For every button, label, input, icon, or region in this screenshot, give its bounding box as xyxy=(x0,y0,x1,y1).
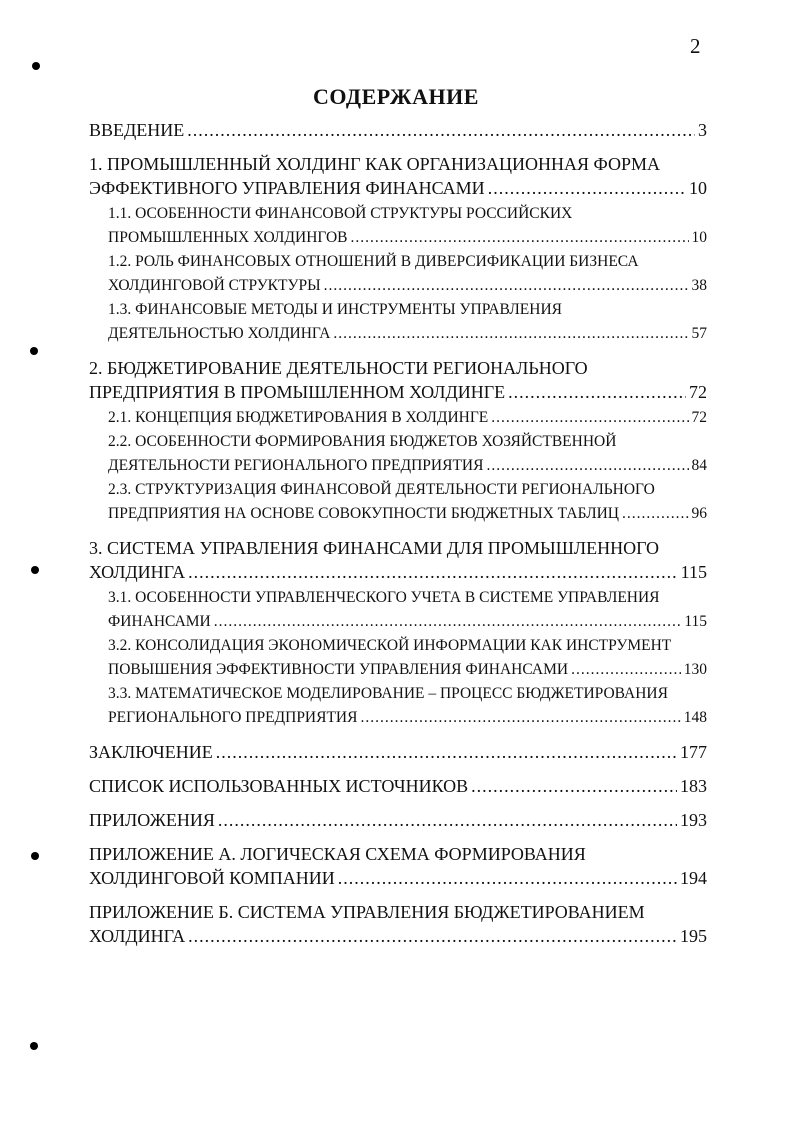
toc-entry-text: ДЕЯТЕЛЬНОСТЬЮ ХОЛДИНГА xyxy=(108,325,331,342)
toc-entry-text: ХОЛДИНГОВОЙ СТРУКТУРЫ xyxy=(108,277,321,294)
toc-chapter-entry xyxy=(89,152,707,200)
toc-page-number: 177 xyxy=(680,742,707,762)
toc-entry-text: РЕГИОНАЛЬНОГО ПРЕДПРИЯТИЯ xyxy=(108,709,358,726)
dot-leader xyxy=(187,118,695,142)
toc-page-number: 38 xyxy=(691,277,707,294)
dot-leader xyxy=(360,706,680,730)
dot-leader xyxy=(571,658,681,682)
toc-page-number: 194 xyxy=(680,868,707,888)
toc-entry-text: ПРИЛОЖЕНИЯ xyxy=(89,810,215,830)
page-title: СОДЕРЖАНИЕ xyxy=(313,84,479,109)
toc-entry-text: 1.1. ОСОБЕННОСТИ ФИНАНСОВОЙ СТРУКТУРЫ РОССИЙСКИХ xyxy=(108,205,573,222)
toc-entry-text: ВВЕДЕНИЕ xyxy=(89,120,185,140)
toc-section-entry xyxy=(89,202,707,250)
toc-entry-text: СПИСОК ИСПОЛЬЗОВАННЫХ ИСТОЧНИКОВ xyxy=(89,776,469,796)
dot-leader xyxy=(486,454,688,478)
toc-chapter-entry xyxy=(89,356,707,404)
toc-entry-text: ПРЕДПРИЯТИЯ В ПРОМЫШЛЕННОМ ХОЛДИНГЕ xyxy=(89,382,506,402)
toc-entry-text: ПРИЛОЖЕНИЕ А. ЛОГИЧЕСКАЯ СХЕМА ФОРМИРОВАНИЯ xyxy=(89,844,586,864)
toc-entry-text: ХОЛДИНГОВОЙ КОМПАНИИ xyxy=(89,868,335,888)
dot-leader xyxy=(324,274,689,298)
toc-page-number: 183 xyxy=(680,776,707,796)
toc-page-number: 115 xyxy=(684,613,707,630)
toc-entry-text: ДЕЯТЕЛЬНОСТИ РЕГИОНАЛЬНОГО ПРЕДПРИЯТИЯ xyxy=(108,457,484,474)
dot-leader xyxy=(471,774,677,798)
toc-chapter-entry xyxy=(89,118,707,142)
dot-leader xyxy=(333,322,688,346)
toc-chapter-entry xyxy=(89,740,707,764)
dot-leader xyxy=(188,560,678,584)
toc-entry-text: ПРОМЫШЛЕННЫХ ХОЛДИНГОВ xyxy=(108,229,348,246)
binder-hole-mark xyxy=(30,347,38,355)
toc-entry-text: 1.2. РОЛЬ ФИНАНСОВЫХ ОТНОШЕНИЙ В ДИВЕРСИФИКАЦИИ БИЗНЕСА xyxy=(108,253,639,270)
toc-entry-text: 2.2. ОСОБЕННОСТИ ФОРМИРОВАНИЯ БЮДЖЕТОВ ХОЗЯЙСТВЕННОЙ xyxy=(108,433,617,450)
toc-chapter-entry xyxy=(89,842,707,890)
toc-chapter-entry xyxy=(89,536,707,584)
toc-section-entry xyxy=(89,430,707,478)
toc-entry-text: 3.1. ОСОБЕННОСТИ УПРАВЛЕНЧЕСКОГО УЧЕТА В СИСТЕМЕ УПРАВЛЕНИЯ xyxy=(108,589,660,606)
toc-page-number: 72 xyxy=(689,382,707,402)
toc-entry-text: ФИНАНСАМИ xyxy=(108,613,211,630)
dot-leader xyxy=(216,740,677,764)
toc-page-number: 115 xyxy=(680,562,707,582)
toc-entry-text: ХОЛДИНГА xyxy=(89,562,186,582)
binder-hole-mark xyxy=(31,852,39,860)
toc-page-number: 193 xyxy=(680,810,707,830)
toc-chapter-entry xyxy=(89,900,707,948)
toc-page-number: 148 xyxy=(683,709,707,726)
dot-leader xyxy=(214,610,682,634)
toc-section-entry xyxy=(89,586,707,634)
binder-hole-mark xyxy=(31,566,39,574)
toc-entry-text: ЗАКЛЮЧЕНИЕ xyxy=(89,742,213,762)
toc-section-entry xyxy=(89,250,707,298)
toc-entry-text: ПРИЛОЖЕНИЕ Б. СИСТЕМА УПРАВЛЕНИЯ БЮДЖЕТИРОВАНИЕМ xyxy=(89,902,645,922)
toc-entry-text: ПОВЫШЕНИЯ ЭФФЕКТИВНОСТИ УПРАВЛЕНИЯ ФИНАНСАМИ xyxy=(108,661,569,678)
toc-entry-text: ХОЛДИНГА xyxy=(89,926,186,946)
toc-page-number: 10 xyxy=(691,229,707,246)
toc-page-number: 72 xyxy=(691,409,707,426)
toc-section-entry xyxy=(89,634,707,682)
dot-leader xyxy=(622,502,689,526)
toc-entry-text: ЭФФЕКТИВНОГО УПРАВЛЕНИЯ ФИНАНСАМИ xyxy=(89,178,485,198)
toc-page-number: 195 xyxy=(680,926,707,946)
toc-chapter-entry xyxy=(89,774,707,798)
binder-hole-mark xyxy=(30,1042,38,1050)
dot-leader xyxy=(491,406,688,430)
toc-page-number: 10 xyxy=(689,178,707,198)
toc-entry-text: 3.2. КОНСОЛИДАЦИЯ ЭКОНОМИЧЕСКОЙ ИНФОРМАЦИИ КАК ИНСТРУМЕНТ xyxy=(108,637,672,654)
toc-page-number: 130 xyxy=(683,661,707,678)
toc-entry-text: 2. БЮДЖЕТИРОВАНИЕ ДЕЯТЕЛЬНОСТИ РЕГИОНАЛЬНОГО xyxy=(89,358,588,378)
toc-entry-text: 1.3. ФИНАНСОВЫЕ МЕТОДЫ И ИНСТРУМЕНТЫ УПРАВЛЕНИЯ xyxy=(108,301,563,318)
toc-page-number: 96 xyxy=(691,505,707,522)
toc-page-number: 84 xyxy=(691,457,707,474)
dot-leader xyxy=(188,924,677,948)
toc-page-number: 57 xyxy=(691,325,707,342)
toc-section-entry xyxy=(89,406,707,430)
toc-entry-text: 2.3. СТРУКТУРИЗАЦИЯ ФИНАНСОВОЙ ДЕЯТЕЛЬНОСТИ РЕГИОНАЛЬНОГО xyxy=(108,481,655,498)
toc-section-entry xyxy=(89,682,707,730)
dot-leader xyxy=(218,808,677,832)
toc-section-entry xyxy=(89,478,707,526)
toc-entry-text: ПРЕДПРИЯТИЯ НА ОСНОВЕ СОВОКУПНОСТИ БЮДЖЕТНЫХ ТАБЛИЦ xyxy=(108,505,619,522)
toc-entry-text: 3. СИСТЕМА УПРАВЛЕНИЯ ФИНАНСАМИ ДЛЯ ПРОМЫШЛЕННОГО xyxy=(89,538,660,558)
toc-entry-text: 3.3. МАТЕМАТИЧЕСКОЕ МОДЕЛИРОВАНИЕ – ПРОЦЕСС БЮДЖЕТИРОВАНИЯ xyxy=(108,685,668,702)
toc-entry-text: 1. ПРОМЫШЛЕННЫЙ ХОЛДИНГ КАК ОРГАНИЗАЦИОННАЯ ФОРМА xyxy=(89,154,660,174)
table-of-contents xyxy=(89,118,707,948)
dot-leader xyxy=(488,176,686,200)
toc-chapter-entry xyxy=(89,808,707,832)
dot-leader xyxy=(508,380,686,404)
toc-page-number: 3 xyxy=(698,120,707,140)
toc-section-entry xyxy=(89,298,707,346)
toc-entry-text: 2.1. КОНЦЕПЦИЯ БЮДЖЕТИРОВАНИЯ В ХОЛДИНГЕ xyxy=(108,409,489,426)
dot-leader xyxy=(351,226,689,250)
page-number: 2 xyxy=(690,34,701,58)
dot-leader xyxy=(338,866,677,890)
binder-hole-mark xyxy=(32,62,40,70)
